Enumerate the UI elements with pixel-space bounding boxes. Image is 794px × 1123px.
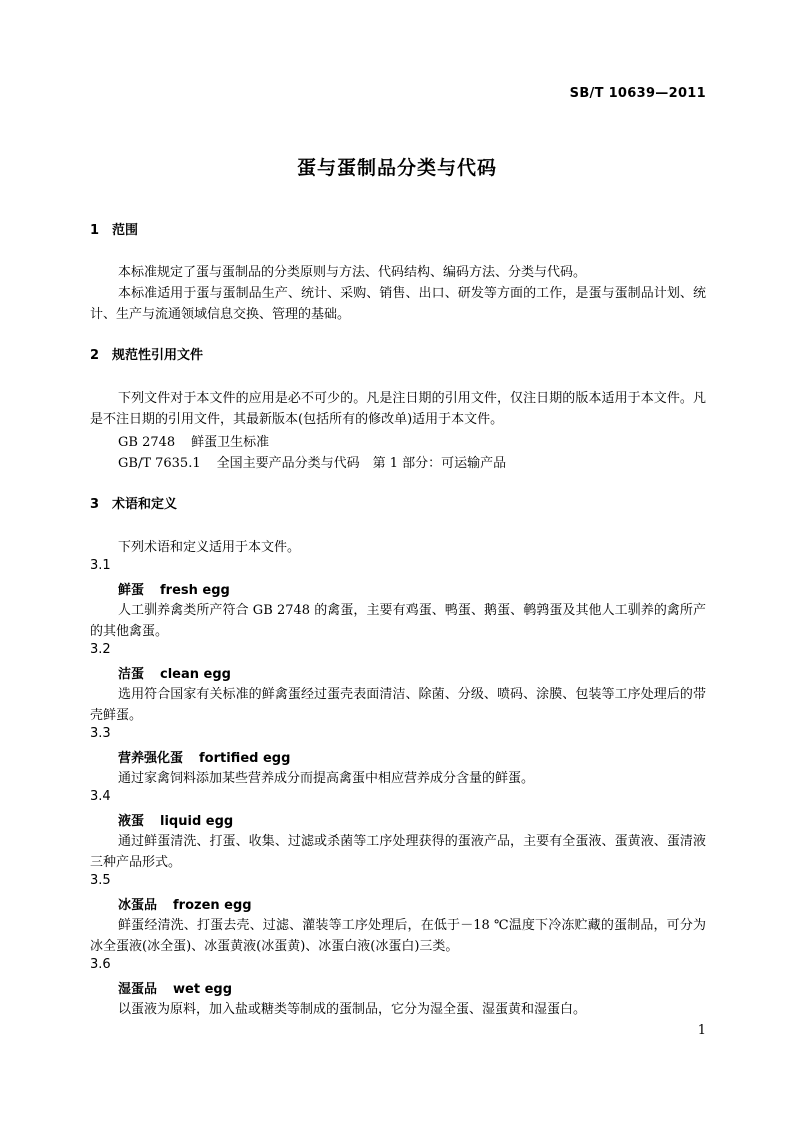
term-name bbox=[118, 810, 233, 829]
section-number: 1 bbox=[90, 223, 100, 238]
section-title: 范围 bbox=[112, 223, 139, 238]
reference-item bbox=[118, 431, 269, 450]
paragraph: 本标准适用于蛋与蛋制品生产、统计、采购、销售、出口、研发等方面的工作，是蛋与蛋制品计划、统计、生产与流通领域信息交换、管理的基础。 bbox=[90, 286, 706, 322]
paragraph: 本标准规定了蛋与蛋制品的分类原则与方法、代码结构、编码方法、分类与代码。 bbox=[118, 265, 587, 280]
term-en: wet egg bbox=[173, 982, 233, 997]
term-definition: 鲜蛋经清洗、打蛋去壳、过滤、灌装等工序处理后，在低于－18 ℃温度下冷冻贮藏的蛋制品，可分为冰全蛋液(冰全蛋)、冰蛋黄液(冰蛋黄)、冰蛋白液(冰蛋白)三类。 bbox=[90, 918, 706, 954]
reference-code: GB 2748 bbox=[118, 435, 176, 450]
term-number: 3.1 bbox=[90, 558, 111, 573]
standard-code: SB/T 10639—2011 bbox=[569, 86, 706, 101]
paragraph: 下列术语和定义适用于本文件。 bbox=[118, 540, 301, 555]
term-definition: 人工驯养禽类所产符合 GB 2748 的禽蛋，主要有鸡蛋、鸭蛋、鹅蛋、鹌鹑蛋及其他人工驯养的禽所产的其他禽蛋。 bbox=[90, 603, 706, 639]
term-definition: 通过家禽饲料添加某些营养成分而提高禽蛋中相应营养成分含量的鲜蛋。 bbox=[118, 771, 535, 786]
term-definition: 通过鲜蛋清洗、打蛋、收集、过滤或杀菌等工序处理获得的蛋液产品，主要有全蛋液、蛋黄液、蛋清液三种产品形式。 bbox=[90, 834, 706, 870]
reference-title: 全国主要产品分类与代码 第 1 部分：可运输产品 bbox=[216, 456, 507, 471]
term-number: 3.6 bbox=[90, 957, 111, 972]
term-name bbox=[118, 579, 230, 598]
term-en: frozen egg bbox=[173, 898, 252, 913]
term-number: 3.3 bbox=[90, 726, 111, 741]
term-zh: 液蛋 bbox=[118, 814, 145, 829]
term-en: fortified egg bbox=[199, 751, 291, 766]
term-number: 3.5 bbox=[90, 873, 111, 888]
section-number: 2 bbox=[90, 348, 100, 363]
reference-code: GB/T 7635.1 bbox=[118, 456, 201, 471]
term-name bbox=[118, 663, 231, 682]
term-en: fresh egg bbox=[160, 583, 230, 598]
section-number: 3 bbox=[90, 497, 100, 512]
document-title: 蛋与蛋制品分类与代码 bbox=[296, 157, 497, 179]
term-zh: 冰蛋品 bbox=[118, 898, 158, 913]
term-name bbox=[118, 978, 232, 997]
section-title: 术语和定义 bbox=[112, 497, 178, 512]
section-heading-scope bbox=[90, 222, 138, 240]
term-en: liquid egg bbox=[160, 814, 234, 829]
term-en: clean egg bbox=[160, 667, 231, 682]
term-definition: 以蛋液为原料，加入盐或糖类等制成的蛋制品，它分为湿全蛋、湿蛋黄和湿蛋白。 bbox=[118, 1002, 587, 1017]
term-zh: 营养强化蛋 bbox=[118, 751, 184, 766]
section-heading-terms-definitions bbox=[90, 496, 177, 514]
term-number: 3.2 bbox=[90, 642, 111, 657]
term-definition: 选用符合国家有关标准的鲜禽蛋经过蛋壳表面清洁、除菌、分级、喷码、涂膜、包装等工序处理后的带壳鲜蛋。 bbox=[90, 687, 706, 723]
term-name bbox=[118, 747, 290, 766]
section-title: 规范性引用文件 bbox=[112, 348, 204, 363]
page-number: 1 bbox=[697, 1023, 706, 1038]
term-name bbox=[118, 894, 252, 913]
term-number: 3.4 bbox=[90, 789, 111, 804]
term-zh: 湿蛋品 bbox=[118, 982, 158, 997]
term-zh: 鲜蛋 bbox=[118, 583, 145, 598]
section-heading-normative-references bbox=[90, 347, 203, 365]
term-zh: 洁蛋 bbox=[118, 667, 145, 682]
reference-item bbox=[118, 452, 506, 471]
reference-title: 鲜蛋卫生标准 bbox=[191, 435, 270, 450]
paragraph: 下列文件对于本文件的应用是必不可少的。凡是注日期的引用文件，仅注日期的版本适用于本文件。凡是不注日期的引用文件，其最新版本(包括所有的修改单)适用于本文件。 bbox=[90, 391, 706, 427]
